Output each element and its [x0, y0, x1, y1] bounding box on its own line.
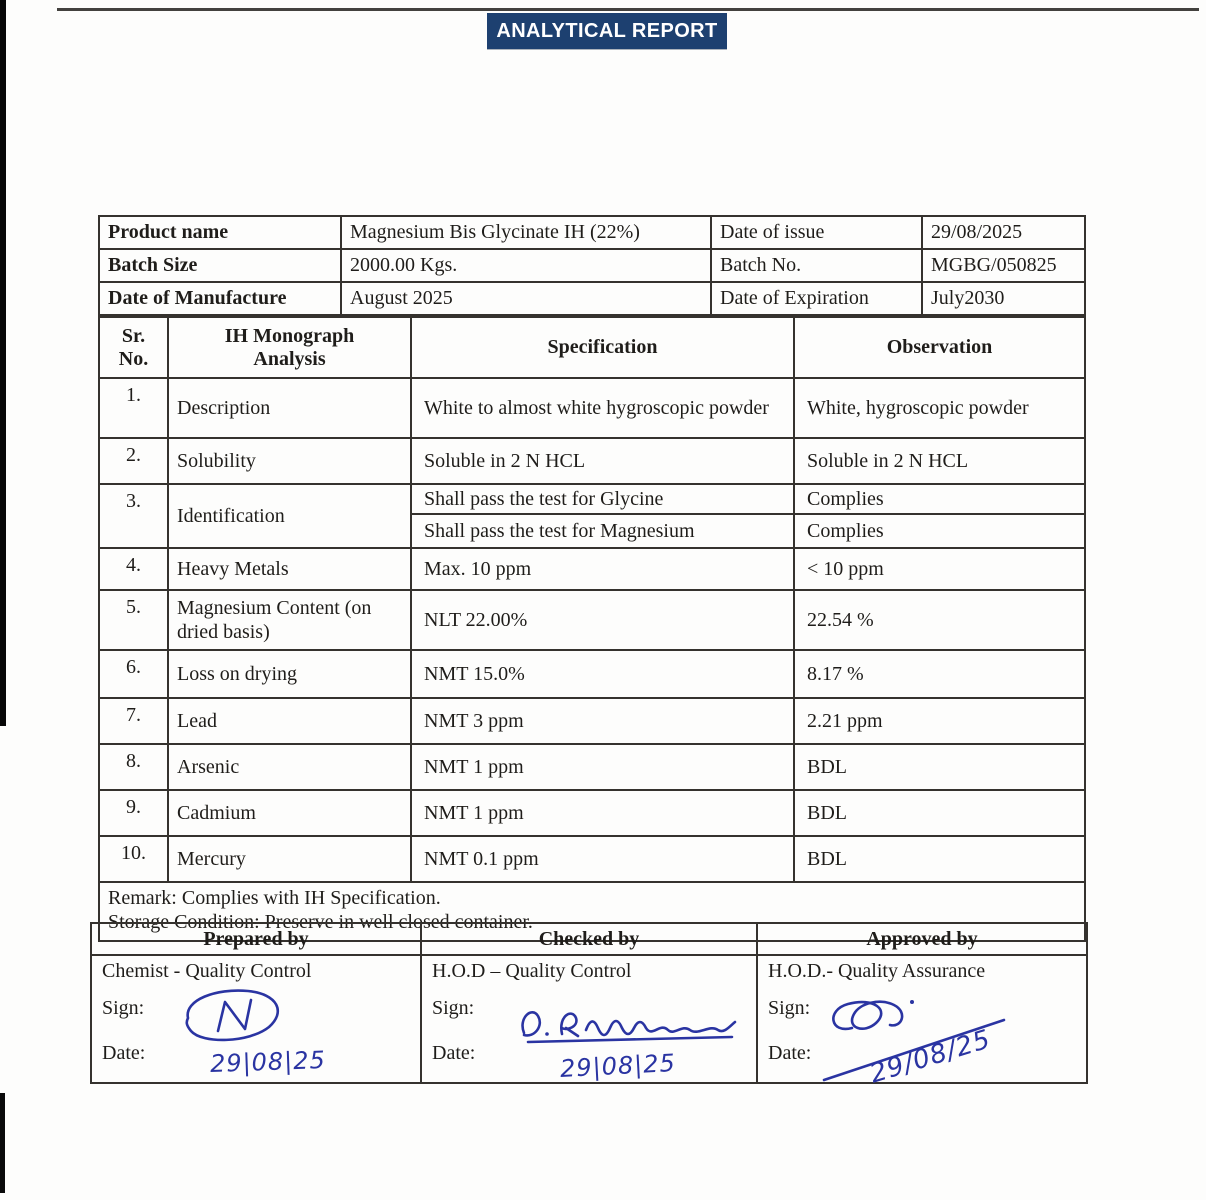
analysis-cell: Lead — [168, 698, 411, 744]
analysis-cell: Heavy Metals — [168, 548, 411, 590]
date-of-manufacture-value: August 2025 — [341, 282, 711, 315]
date-label: Date: — [432, 1042, 476, 1064]
tables-container — [98, 215, 1084, 942]
spec-cell: Shall pass the test for Glycine — [411, 484, 794, 514]
table-row — [99, 378, 1085, 438]
checked-date-handwritten: 29|08|25 — [559, 1048, 677, 1084]
top-rule — [57, 8, 1199, 11]
approved-by-header: Approved by — [757, 923, 1087, 955]
table-row — [99, 650, 1085, 698]
obs-cell: Soluble in 2 N HCL — [794, 438, 1085, 484]
table-row — [99, 790, 1085, 836]
obs-cell: 8.17 % — [794, 650, 1085, 698]
analysis-cell: Mercury — [168, 836, 411, 882]
header-row — [99, 317, 1085, 378]
analysis-cell: Magnesium Content (on dried basis) — [168, 590, 411, 650]
col-header-sr-no: Sr. No. — [99, 317, 168, 378]
obs-cell: 22.54 % — [794, 590, 1085, 650]
obs-cell: BDL — [794, 790, 1085, 836]
obs-cell: White, hygroscopic powder — [794, 378, 1085, 438]
spec-cell: White to almost white hygroscopic powder — [411, 378, 794, 438]
analysis-cell: Arsenic — [168, 744, 411, 790]
signature-section — [90, 922, 1086, 1090]
checked-by-role: H.O.D – Quality Control — [432, 960, 632, 982]
analysis-cell: Loss on drying — [168, 650, 411, 698]
date-label: Date: — [768, 1042, 812, 1064]
analysis-cell: Description — [168, 378, 411, 438]
table-row — [99, 548, 1085, 590]
analysis-cell: Identification — [168, 484, 411, 548]
sign-label: Sign: — [768, 997, 811, 1019]
product-name-value: Magnesium Bis Glycinate IH (22%) — [341, 216, 711, 249]
date-of-issue-label: Date of issue — [711, 216, 922, 249]
spec-cell: NMT 3 ppm — [411, 698, 794, 744]
obs-cell: BDL — [794, 836, 1085, 882]
col-header-analysis: IH Monograph Analysis — [168, 317, 411, 378]
spec-cell: Soluble in 2 N HCL — [411, 438, 794, 484]
checked-by-header: Checked by — [421, 923, 757, 955]
table-row — [99, 282, 1085, 315]
spec-cell: NMT 15.0% — [411, 650, 794, 698]
date-label: Date: — [102, 1042, 146, 1064]
table-row — [99, 438, 1085, 484]
analysis-table — [98, 316, 1086, 942]
table-row — [99, 216, 1085, 249]
sr-cell: 1. — [99, 378, 168, 438]
sr-cell: 9. — [99, 790, 168, 836]
spec-cell: NMT 1 ppm — [411, 790, 794, 836]
sr-cell: 4. — [99, 548, 168, 590]
spec-cell: NMT 1 ppm — [411, 744, 794, 790]
sign-label: Sign: — [432, 997, 475, 1019]
scan-edge-strip — [0, 0, 6, 726]
batch-size-value: 2000.00 Kgs. — [341, 249, 711, 282]
batch-no-label: Batch No. — [711, 249, 922, 282]
col-header-observation: Observation — [794, 317, 1085, 378]
analysis-cell: Solubility — [168, 438, 411, 484]
approved-by-role: H.O.D.- Quality Assurance — [768, 960, 986, 982]
obs-cell: Complies — [794, 484, 1085, 514]
sign-label: Sign: — [102, 997, 145, 1019]
remark-line: Remark: Complies with IH Specification. — [108, 887, 441, 909]
report-title-banner — [487, 13, 727, 49]
product-info-table — [98, 215, 1086, 316]
product-name-label: Product name — [99, 216, 341, 249]
spec-cell: Shall pass the test for Magnesium — [411, 514, 794, 548]
col-header-specification: Specification — [411, 317, 794, 378]
sr-cell: 3. — [99, 484, 168, 548]
sr-cell: 8. — [99, 744, 168, 790]
prepared-date-handwritten: 29|08|25 — [209, 1045, 327, 1079]
checked-by-cell — [421, 955, 757, 1083]
date-of-manufacture-label: Date of Manufacture — [99, 282, 341, 315]
approved-by-cell — [757, 955, 1087, 1090]
date-of-expiration-label: Date of Expiration — [711, 282, 922, 315]
spec-cell: Max. 10 ppm — [411, 548, 794, 590]
obs-cell: BDL — [794, 744, 1085, 790]
obs-cell: 2.21 ppm — [794, 698, 1085, 744]
signature-table — [90, 922, 1088, 1090]
scan-edge-strip-bottom — [0, 1093, 5, 1193]
sr-cell: 2. — [99, 438, 168, 484]
sr-cell: 5. — [99, 590, 168, 650]
approved-date-handwritten: 29/08/25 — [866, 1024, 995, 1090]
page-title: ANALYTICAL REPORT — [496, 19, 718, 42]
analysis-cell: Cadmium — [168, 790, 411, 836]
prepared-by-cell — [91, 955, 421, 1083]
sr-cell: 10. — [99, 836, 168, 882]
batch-size-label: Batch Size — [99, 249, 341, 282]
obs-cell: Complies — [794, 514, 1085, 548]
obs-cell: < 10 ppm — [794, 548, 1085, 590]
table-row — [99, 484, 1085, 514]
sr-cell: 7. — [99, 698, 168, 744]
prepared-by-role: Chemist - Quality Control — [102, 960, 312, 982]
signature-body-row — [91, 955, 1087, 1083]
spec-cell: NMT 0.1 ppm — [411, 836, 794, 882]
prepared-by-header: Prepared by — [91, 923, 421, 955]
spec-cell: NLT 22.00% — [411, 590, 794, 650]
date-of-expiration-value: July2030 — [922, 282, 1085, 315]
date-of-issue-value: 29/08/2025 — [922, 216, 1085, 249]
table-row — [99, 698, 1085, 744]
storage-condition-line: Storage Condition: Preserve in well closed container. — [108, 911, 533, 933]
sr-cell: 6. — [99, 650, 168, 698]
table-row — [99, 590, 1085, 650]
table-row — [99, 836, 1085, 882]
table-row — [99, 744, 1085, 790]
signature-header-row — [91, 923, 1087, 955]
table-row — [99, 249, 1085, 282]
batch-no-value: MGBG/050825 — [922, 249, 1085, 282]
